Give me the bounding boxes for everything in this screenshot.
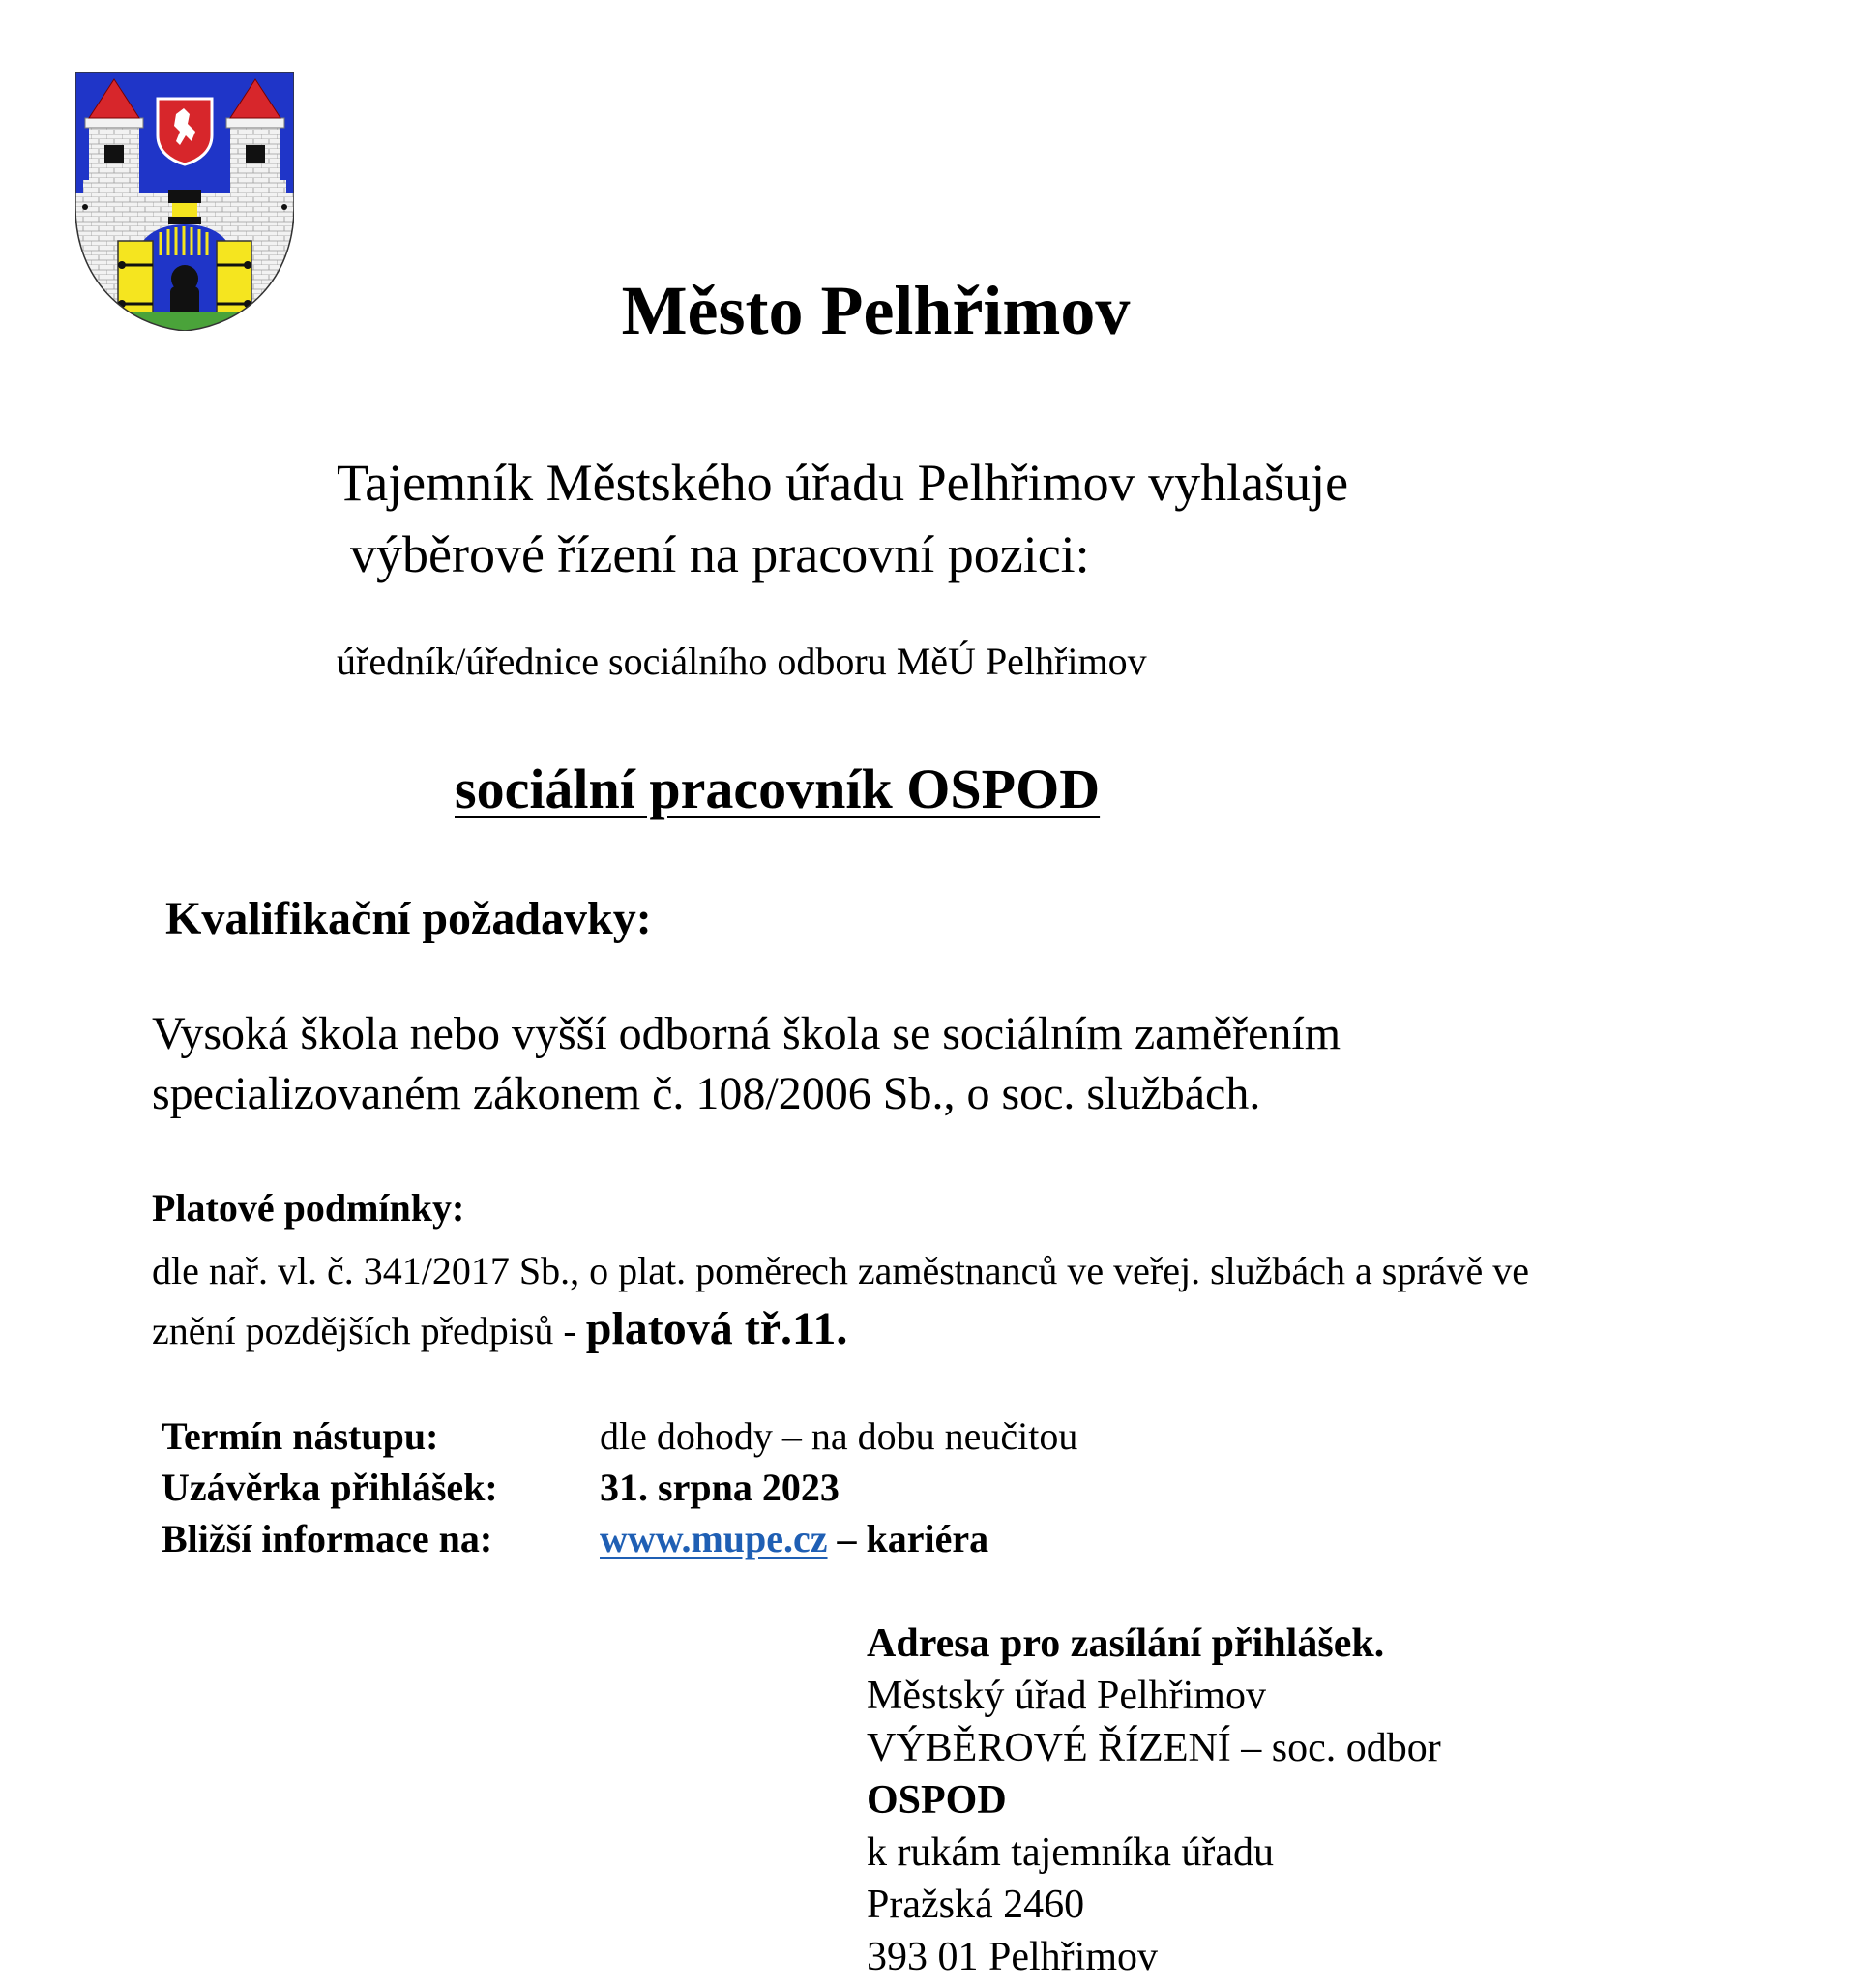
qualification-heading: Kvalifikační požadavky: <box>165 893 652 944</box>
address-line-3: OSPOD <box>867 1778 1007 1823</box>
info-value <box>600 1513 988 1564</box>
intro-line-2: výběrové řízení na pracovní pozici: <box>350 525 1090 583</box>
salary-line-2-text: znění pozdějších předpisů - <box>152 1309 586 1352</box>
address-line-4: k rukám tajemníka úřadu <box>867 1830 1275 1875</box>
start-value: dle dohody – na dobu neučitou <box>600 1414 1078 1458</box>
salary-line-2 <box>152 1300 1529 1360</box>
website-link[interactable]: www.mupe.cz <box>600 1517 828 1560</box>
salary-text <box>152 1242 1529 1360</box>
position-title: sociální pracovník OSPOD <box>455 757 1101 820</box>
address-block <box>867 1617 1441 1983</box>
page-title: Město Pelhřimov <box>621 272 1131 349</box>
info-label: Bližší informace na: <box>162 1517 493 1560</box>
salary-heading: Platové podmínky: <box>152 1186 465 1230</box>
address-heading: Adresa pro zasílání přihlášek. <box>867 1621 1385 1666</box>
salary-grade: platová tř.11. <box>585 1303 848 1354</box>
address-line-5: Pražská 2460 <box>867 1883 1085 1927</box>
qualification-text <box>152 1004 1341 1124</box>
start-row <box>162 1410 1077 1462</box>
intro-text <box>337 447 1348 590</box>
address-line-2: VÝBĚROVÉ ŘÍZENÍ – soc. odbor <box>867 1726 1441 1770</box>
deadline-value: 31. srpna 2023 <box>600 1466 840 1509</box>
intro-line-1: Tajemník Městského úřadu Pelhřimov vyhlašuje <box>337 454 1349 512</box>
deadline-row <box>162 1462 1077 1513</box>
qualification-line-2: specializovaném zákonem č. 108/2006 Sb., o soc. službách. <box>152 1068 1261 1119</box>
qualification-line-1: Vysoká škola nebo vyšší odborná škola se sociálním zaměřením <box>152 1008 1341 1059</box>
address-line-1: Městský úřad Pelhřimov <box>867 1674 1266 1718</box>
info-row <box>162 1513 1077 1564</box>
salary-line-1: dle nař. vl. č. 341/2017 Sb., o plat. poměrech zaměstnanců ve veřej. službách a správě ve <box>152 1249 1529 1292</box>
deadline-label: Uzávěrka přihlášek: <box>162 1466 498 1509</box>
start-label: Termín nástupu: <box>162 1414 439 1458</box>
info-suffix: – kariéra <box>827 1517 989 1560</box>
role-line: úředník/úřednice sociálního odboru MěÚ Pelhřimov <box>337 639 1147 683</box>
address-line-6: 393 01 Pelhřimov <box>867 1935 1158 1979</box>
details-table <box>162 1410 1077 1564</box>
